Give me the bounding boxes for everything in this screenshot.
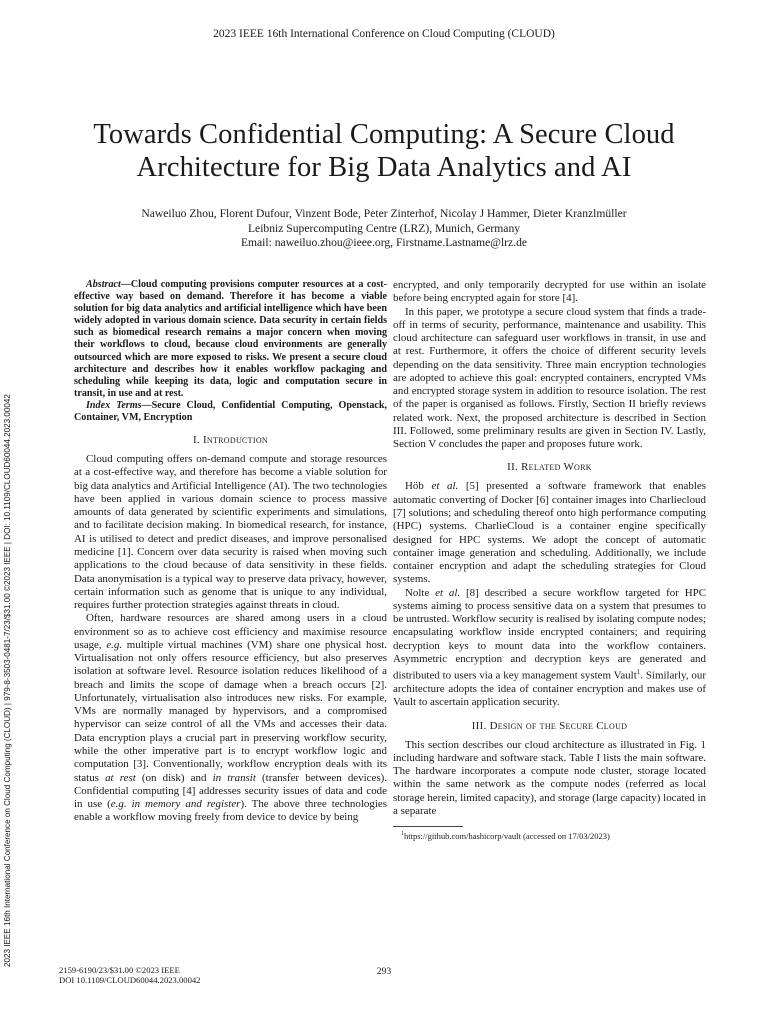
- conference-header: 2023 IEEE 16th International Conference on Cloud Computing (CLOUD): [213, 28, 555, 40]
- author-names: Naweiluo Zhou, Florent Dufour, Vinzent Bode, Peter Zinterhof, Nicolay J Hammer, Dieter Kranzlmüller: [141, 207, 627, 220]
- left-column: [74, 279, 387, 825]
- author-email: Email: naweiluo.zhou@ieee.org, Firstname.Lastname@lrz.de: [240, 236, 528, 249]
- footer-left: [59, 965, 200, 986]
- footnote-divider: [393, 826, 463, 827]
- section-heading-related-work: II. Related Work: [507, 461, 592, 474]
- paper-title: [40, 118, 728, 184]
- page-number: 293: [376, 966, 392, 977]
- author-affiliation: Leibniz Supercomputing Centre (LRZ), Munich, Germany: [247, 221, 521, 235]
- side-doi-strip: 2023 IEEE 16th International Conference on Cloud Computing (CLOUD) | 979-8-3503-0481-7/23/$31.00 ©2023 IEEE | DOI: 10.1109/CLOUD60044.2023.00042: [3, 394, 12, 967]
- author-block: [40, 207, 728, 251]
- footer-issn: 2159-6190/23/$31.00 ©2023 IEEE: [59, 965, 180, 975]
- section-heading-design: III. Design of the Secure Cloud: [471, 719, 628, 732]
- intro-paragraph-1: Cloud computing offers on-demand compute and storage resources at a cost-effective way, and therefore has become a viable solution for big data analytics and Artificial Intelligence (AI). The two technologies have been applied in various domain science to process massive amounts of data generated by scientific experiments and simulations, and to facilitate decision making. In biomedical research, for instance, AI is utilised to detect and predict diseases, and improve personalised medicine [1]. Concern over data security is raised when moving such applications to the cloud because of data sensitivity in these fields. Data anonymisation is a typical way to preserve data privacy, however, certain information such as genome that is unique to any individual, requires further protection strategies against threats in cloud.: [74, 453, 387, 612]
- design-paragraph-1: This section describes our cloud architecture as illustrated in Fig. 1 including hardware and software stack. Table I lists the main software. The hardware incorporates a compute node cluster, storage located within the same network as the compute nodes (referred as local storage herein, limited capacity), and storage (large capacity) located in a separate: [393, 738, 706, 817]
- title-line-2: Architecture for Big Data Analytics and AI: [136, 152, 632, 183]
- right-column: [393, 279, 706, 841]
- index-terms-text: —Secure Cloud, Confidential Computing, Openstack, Container, VM, Encryption: [74, 399, 387, 424]
- footnote-link[interactable]: https://github.com/hashicorp/vault (accessed on 17/03/2023): [404, 831, 610, 842]
- intro-paragraph-2: Often, hardware resources are shared among users in a cloud environment so as to achieve cost efficiency and maximise resource usage, e.g. multiple virtual machines (VM) share one physical host. Virtualisation not only offers resource efficiency, but also preserves isolation at software level. Resource isolation reduces likelihood of a breach and limits the scope of damage when a breach occurs [2]. Unfortunately, virtualisation also introduces new risks. For example, VMs are normally managed by hypervisors, and a compromised hypervisor can seize control of all the VMs and accesses their data. Data encryption plays a crucial part in preserving workflow security, while the other imperative part is to encrypt workflow logic and computation [3]. Conventionally, workflow encryption deals with its status at rest (on disk) and in transit (transfer between devices). Confidential computing [4] addresses security issues of data and code in use (e.g. in memory and register). The above three technologies enable a workflow moving freely from device to device by being: [74, 612, 388, 824]
- intro-continuation: encrypted, and only temporarily decrypted for use within an isolate before being encrypted again for store [4].: [393, 279, 706, 305]
- index-terms-label: Index Terms: [86, 399, 142, 411]
- footer-doi: DOI 10.1109/CLOUD60044.2023.00042: [59, 975, 201, 986]
- footnote-ref: 1: [636, 668, 641, 677]
- related-paragraph-1: Höb et al. [5] presented a software framework that enables automatic converting of Docker [6] container images into Charliecloud [7] solutions; and scheduling thereof onto high performance computing (HPC) systems. CharlieCloud is a container engine specifically designed for HPC systems. We adopt the concept of automatic container image generation and scheduling. Additionally, we include container encryption and adapt the scheduling strategies for Cloud systems.: [393, 480, 706, 586]
- footnote: $^1$https://github.com/hashicorp/vault (accessed on 17/03/2023): [401, 831, 610, 842]
- intro-paragraph-3: In this paper, we prototype a secure cloud system that finds a trade-off in terms of security, performance, maintenance and usability. This cloud architecture can safeguard user workflows in transit, in use and at rest. Furthermore, it offers the choice of different security levels depending on the data sensitivity. Three main encryption technologies are adopted to achieve this goal: encrypted containers, encrypted VMs and encrypted storage system in addition to resource isolation. The rest of the paper is organised as follows. Firstly, Section II briefly reviews related work. Next, the proposed architecture is described in Section III. Followed, some preliminary results are given in Section IV. Lastly, Section V concludes the paper and proposes future work.: [393, 305, 706, 451]
- title-line-1: Towards Confidential Computing: A Secure Cloud: [93, 119, 675, 150]
- section-heading-introduction: I. Introduction: [193, 434, 268, 447]
- abstract-label: Abstract: [86, 279, 121, 290]
- index-terms: [74, 400, 387, 424]
- related-paragraph-2: Nolte et al. [8] described a secure workflow targeted for HPC systems aiming to process sensitive data on a system that presumes to be untrusted. Workflow security is realised by isolating compute nodes; encapsulating workflow inside encrypted containers; and requiring decryption keys to mount data into the workflow containers. Asymmetric encryption and decryption keys are generated and distributed to users via a key management system Vault$^1$. Similarly, our architecture adopts the idea of container encryption and makes use of Vault to ascertain application security.: [393, 586, 707, 709]
- abstract-text: —Cloud computing provisions computer resources at a cost-effective way based on demand. Therefore it has become a viable solution for big data analytics and artificial intelligence which have been widely adopted in various domain science. Data security in certain fields such as biomedical research remains a major concern when moving their workflows to cloud, because cloud environments are generally outsourced which are more exposed to risks. We present a secure cloud architecture and describes how it enables workflow packaging and scheduling while keeping its data, logic and computation secure in transit, in use and at rest.: [74, 279, 387, 399]
- abstract: [74, 279, 387, 400]
